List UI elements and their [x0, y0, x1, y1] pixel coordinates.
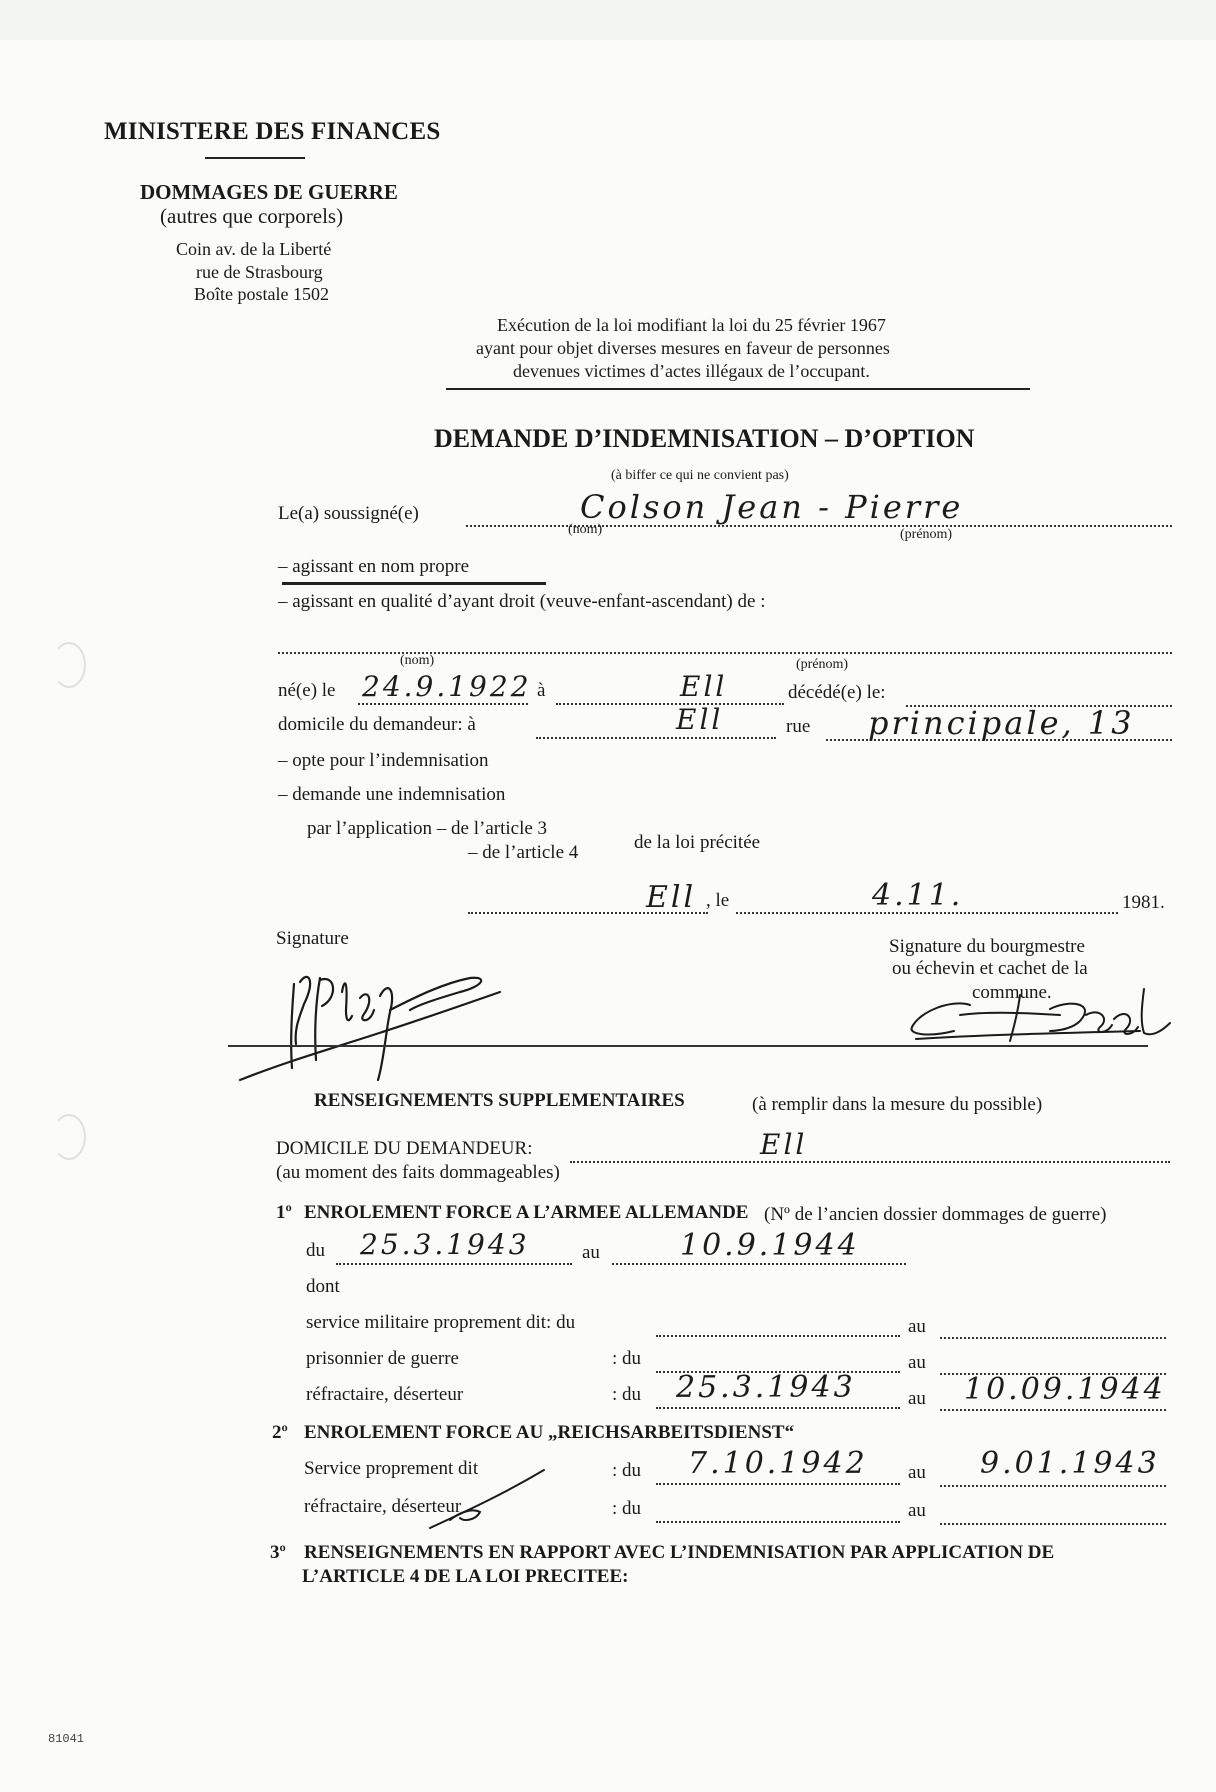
military-service-label: service militaire proprement dit: du: [306, 1312, 576, 1333]
extra-domicile-note: (au moment des faits dommageables): [276, 1162, 560, 1183]
section-3-title-line-1: RENSEIGNEMENTS EN RAPPORT AVEC L’INDEMNISATION PAR APPLICATION DE: [304, 1542, 1055, 1563]
extra-title-note: (à remplir dans la mesure du possible): [752, 1094, 1043, 1115]
s1-du-label: du: [306, 1240, 325, 1261]
street-value: principale, 13: [868, 704, 1135, 742]
article-4-label: – de l’article 4: [468, 842, 579, 863]
nom-label: (nom): [568, 522, 603, 537]
street-label: rue: [786, 716, 811, 737]
born-date-line: [358, 703, 528, 705]
refractory-label: réfractaire, déserteur: [306, 1384, 464, 1405]
domicile-value: Ell: [676, 703, 724, 736]
address-line-3: Boîte postale 1502: [194, 284, 329, 304]
document-page: [0, 40, 1216, 1792]
address-line-2: rue de Strasbourg: [196, 262, 323, 282]
extra-domicile-label: DOMICILE DU DEMANDEUR:: [276, 1138, 533, 1159]
applicant-signature: [220, 940, 540, 1110]
extra-domicile-value: Ell: [760, 1128, 808, 1161]
option-own-name: – agissant en nom propre: [278, 556, 470, 577]
s2-service-to-value: 9.01.1943: [980, 1446, 1160, 1481]
extra-domicile-line: [570, 1161, 1170, 1163]
refractory-du-label: : du: [612, 1384, 642, 1405]
born-at-label: à: [537, 680, 546, 701]
s2-refractory-du-label: : du: [612, 1498, 642, 1519]
form-title: DEMANDE D’INDEMNISATION – D’OPTION: [434, 424, 975, 453]
mayor-signature-line-2: ou échevin et cachet de la: [892, 958, 1088, 979]
intro-underline: [446, 388, 1030, 390]
intro-line-3: devenues victimes d’actes illégaux de l’occupant.: [513, 361, 870, 381]
s2-refractory-to-line: [940, 1523, 1166, 1525]
s2-service-label: Service proprement dit: [304, 1458, 479, 1479]
section-3-title-line-2: L’ARTICLE 4 DE LA LOI PRECITEE:: [302, 1566, 629, 1587]
address-line-1: Coin av. de la Liberté: [176, 239, 332, 259]
mayor-signature: [900, 975, 1180, 1055]
date-le-label: , le: [706, 890, 730, 911]
year-label: 1981.: [1122, 892, 1165, 913]
department-note: (autres que corporels): [160, 204, 344, 228]
prisoner-du-label: : du: [612, 1348, 642, 1369]
s2-service-from-line: [656, 1483, 900, 1485]
s2-service-du-label: : du: [612, 1460, 642, 1481]
s2-refractory-from-line: [656, 1521, 900, 1523]
deceased-label: décédé(e) le:: [788, 682, 886, 703]
extra-title: RENSEIGNEMENTS SUPPLEMENTAIRES: [314, 1090, 685, 1111]
section-1-note: (Nº de l’ancien dossier dommages de guerre): [764, 1204, 1107, 1225]
s2-service-au-label: au: [908, 1462, 926, 1483]
section-3-number: 3º: [270, 1542, 286, 1563]
application-label: par l’application – de l’article 3: [307, 818, 548, 839]
form-title-note: (à biffer ce qui ne convient pas): [611, 468, 789, 483]
refractory-au-label: au: [908, 1388, 926, 1409]
born-date-value: 24.9.1922: [362, 670, 532, 703]
refractory-from-value: 25.3.1943: [676, 1370, 856, 1405]
prenom-label-2: (prénom): [796, 657, 849, 672]
domicile-label: domicile du demandeur: à: [278, 714, 476, 735]
nom-label-2: (nom): [400, 653, 435, 668]
s2-refractory-label: réfractaire, déserteur: [304, 1496, 462, 1517]
s2-service-from-value: 7.10.1942: [688, 1446, 868, 1481]
born-place-value: Ell: [680, 670, 728, 703]
option-rightful: – agissant en qualité d’ayant droit (veuve-enfant-ascendant) de :: [278, 591, 766, 612]
punch-hole-mark: [52, 642, 86, 688]
refractory-to-line: [940, 1409, 1166, 1411]
domicile-line: [536, 737, 776, 739]
ask-indemnisation: – demande une indemnisation: [278, 784, 506, 805]
signing-date-value: 4.11.: [872, 878, 964, 913]
department-title: DOMMAGES DE GUERRE: [140, 180, 398, 204]
s2-refractory-au-label: au: [908, 1500, 926, 1521]
section-2-title: ENROLEMENT FORCE AU „REICHSARBEITSDIENST“: [304, 1422, 795, 1443]
military-from-line: [656, 1335, 900, 1337]
section-2-number: 2º: [272, 1422, 288, 1443]
s1-au-label: au: [582, 1242, 600, 1263]
signature-label: Signature: [276, 928, 349, 949]
law-label: de la loi précitée: [634, 832, 761, 853]
refractory-to-value: 10.09.1944: [964, 1372, 1166, 1407]
military-to-line: [940, 1337, 1166, 1339]
prenom-label: (prénom): [900, 527, 953, 542]
section-1-number: 1º: [276, 1202, 292, 1223]
option-own-name-strike: [282, 582, 546, 585]
punch-hole-mark: [52, 1114, 86, 1160]
section-1-title: ENROLEMENT FORCE A L’ARMEE ALLEMANDE: [304, 1202, 749, 1223]
signing-place-value: Ell: [646, 880, 697, 915]
applicant-name-value: Colson Jean - Pierre: [580, 488, 964, 526]
born-label: né(e) le: [278, 680, 336, 701]
s2-service-to-line: [940, 1485, 1166, 1487]
born-place-line: [556, 703, 784, 705]
prisoner-label: prisonnier de guerre: [306, 1348, 459, 1369]
mayor-signature-line-1: Signature du bourgmestre: [889, 936, 1085, 957]
mayor-signature-line-3: commune.: [972, 982, 1052, 1003]
ministry-title: MINISTERE DES FINANCES: [104, 118, 441, 145]
form-code: 81041: [48, 1732, 85, 1746]
dont-label: dont: [306, 1276, 340, 1297]
s1-from-value: 25.3.1943: [360, 1228, 530, 1261]
header-divider: [205, 157, 305, 159]
applicant-label: Le(a) soussigné(e): [278, 503, 419, 524]
s1-to-line: [612, 1263, 906, 1265]
section-2-strike-mark: [420, 1458, 560, 1538]
military-au-label: au: [908, 1316, 926, 1337]
s1-from-line: [336, 1263, 572, 1265]
intro-line-1: Exécution de la loi modifiant la loi du 25 février 1967: [497, 315, 886, 335]
s1-to-value: 10.9.1944: [680, 1228, 860, 1263]
prisoner-au-label: au: [908, 1352, 926, 1373]
intro-line-2: ayant pour objet diverses mesures en faveur de personnes: [476, 338, 890, 358]
opt-indemnisation: – opte pour l’indemnisation: [278, 750, 489, 771]
refractory-from-line: [656, 1407, 900, 1409]
